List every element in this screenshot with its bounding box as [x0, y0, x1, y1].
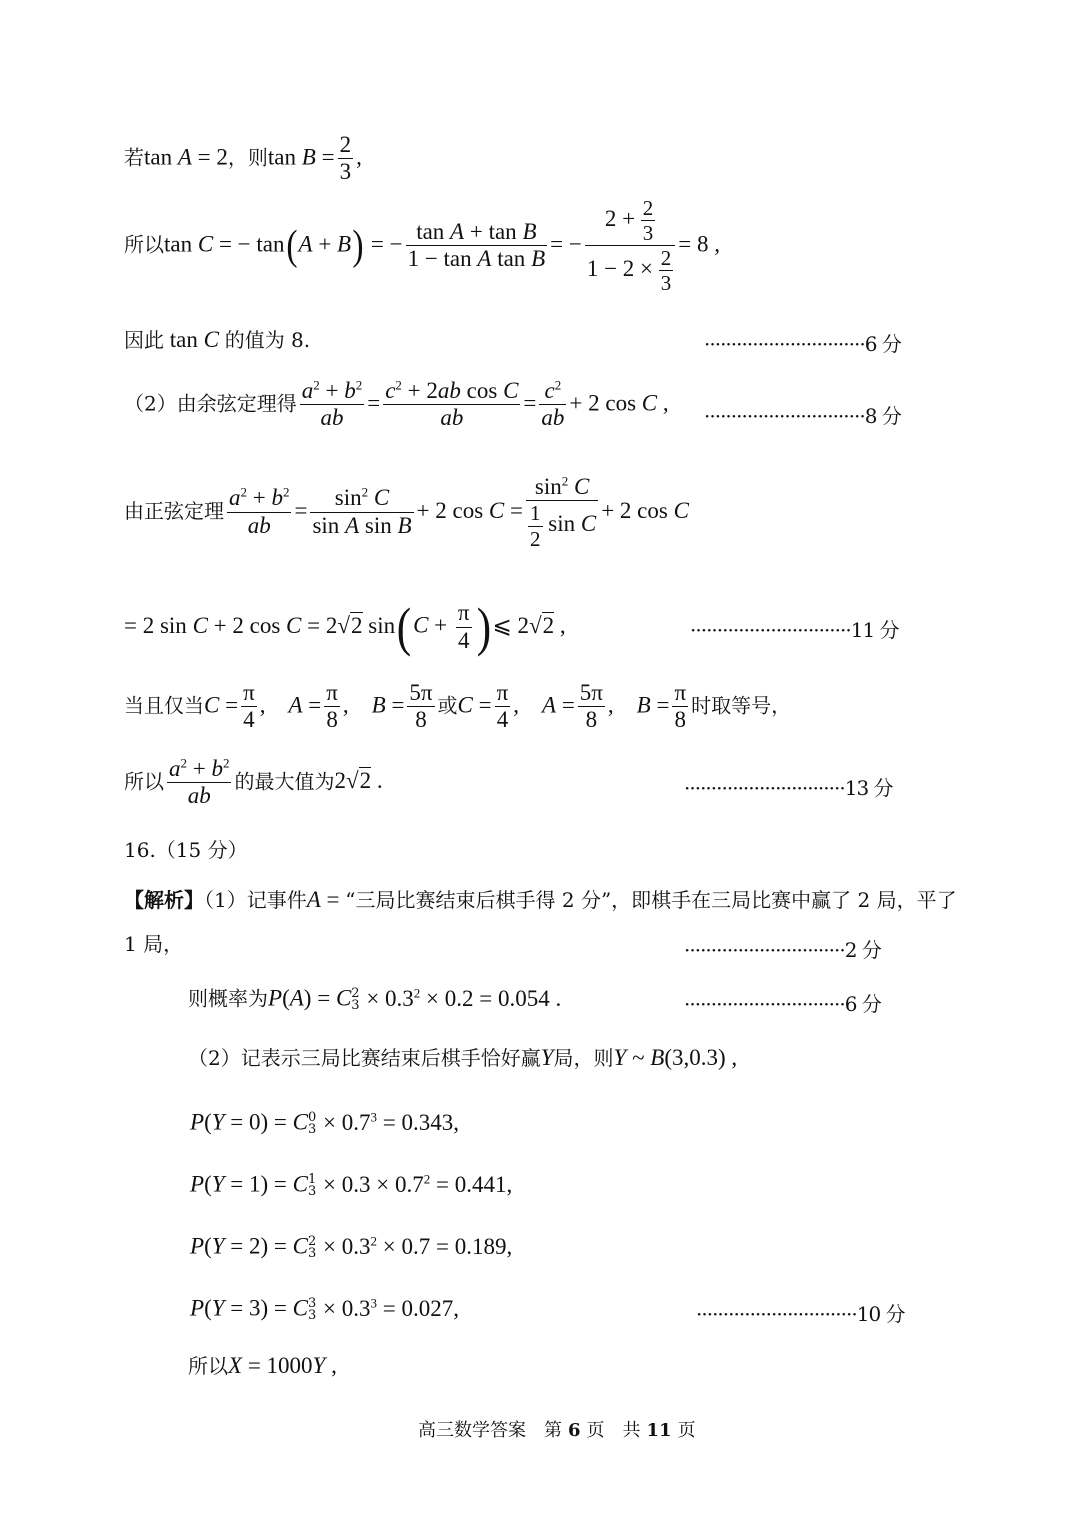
- page-footer: 高三数学答案 第 6 页 共 11 页: [418, 1420, 696, 1441]
- score-line: ······························10 分: [696, 1302, 905, 1326]
- fraction: $\frac{c^2}{ab}$: [541, 377, 565, 431]
- q16-part1-cont: 1 局，: [124, 932, 184, 956]
- text-or: 或: [437, 693, 458, 718]
- prob-y1: P(Y = 1) = C 1 3 × $0.3 \times 0.7^2 = 0.441$,: [190, 1171, 513, 1200]
- text-then: ，则: [227, 145, 268, 170]
- prob-y3: P(Y = 3) = C 3 3 × $0.3^3 = 0.027$,: [190, 1295, 459, 1324]
- prob-y2: P(Y = 2) = C 2 3 × $0.3^2 \times 0.7 = 0.189$,: [190, 1233, 513, 1262]
- text-so: 所以: [124, 769, 164, 794]
- score-line: ······························2 分: [684, 938, 881, 962]
- line-max: 所以 $\frac{a^2 + b^2}{ab}$ 的最大值为2√2 .: [124, 755, 383, 809]
- fraction: $\frac{\sin^2 C}{\text{sin A sin B}}$: [312, 484, 412, 538]
- fraction: $\frac{2}{3}$: [339, 132, 352, 185]
- line-cosine-rule: （2）由余弦定理得 $\frac{a^2 + b^2}{ab}$ = $\frac{c^2 + 2ab \cos C}{ab}$ = $\frac{c^2}{ab}$ + 2 cos C ,: [124, 377, 669, 431]
- fraction: $\frac{5\pi}{8}$: [409, 680, 433, 733]
- line-sine-rule: 由正弦定理 $\frac{a^2 + b^2}{ab}$ = $\frac{\sin^2 C}{\text{sin A sin B}}$ + 2 cos C = $\sin^2 C$ $\frac{1}{2}$ sin C + 2 cos C: [124, 473, 689, 551]
- text-so: 所以: [124, 232, 164, 257]
- fraction: $\frac{\text{tan A + tan B}}{\text{1 − tan A tan B}}$: [407, 218, 546, 272]
- fraction: 2 + $\frac{2}{3}$ 1 − 2 × $\frac{2}{3}$: [585, 196, 675, 296]
- math: tan C: [164, 327, 219, 352]
- line-tan-b: 若tan A = 2，则tan B = $\frac{2}{3}$ ,: [124, 132, 362, 185]
- q16-prob: 则概率为P(A) = C 2 3 × $0.3^2 \times 0.2 = 0.054$ .: [188, 985, 562, 1014]
- score-line: ······························13 分: [684, 776, 893, 800]
- score: 13 分: [844, 776, 893, 800]
- fraction: $\frac{\pi}{4}$: [243, 680, 255, 733]
- fraction: $\frac{\pi}{8}$: [326, 680, 338, 733]
- score: 8 分: [864, 404, 901, 428]
- fraction: $\frac{\pi}{4}$: [496, 680, 509, 733]
- text-part2: （2）由余弦定理得: [124, 391, 297, 416]
- text-therefore: 因此: [124, 328, 164, 352]
- line-tan-c: 所以tan C = − tan(A + B) = − $\frac{\text{tan A + tan B}}{\text{1 − tan A tan B}}$ = − 2 + $\frac{2}{3}$ 1 − 2 × $\frac{2}{3}$ = 8 ,: [124, 196, 721, 296]
- text-sine-rule: 由正弦定理: [124, 498, 224, 523]
- line-conclusion: [124, 328, 310, 351]
- score: 11 分: [850, 618, 899, 642]
- line-final: 所以X = 1000Y ,: [188, 1353, 337, 1378]
- score: 10 分: [856, 1302, 905, 1326]
- fraction: $\frac{5\pi}{8}$: [579, 680, 603, 733]
- score-line: ······························8 分: [704, 404, 901, 428]
- fraction: $\sin^2 C$ $\frac{1}{2}$ sin C: [526, 474, 598, 551]
- score: 6 分: [864, 332, 901, 356]
- text-max: 的最大值为: [234, 769, 335, 794]
- fraction: $\frac{a^2 + b^2}{ab}$: [229, 484, 290, 538]
- score: 2 分: [844, 938, 881, 962]
- text-equality: 当且仅当: [124, 693, 204, 718]
- fraction: $\frac{\pi}{4}$: [457, 600, 470, 653]
- q16-part2: （2）记表示三局比赛结束后棋手恰好赢Y局，则Y ~ B(3,0.3) ,: [188, 1045, 738, 1070]
- math: = 2 sin C + 2 cos C = 2√2 sin: [124, 612, 396, 638]
- label-analysis: 【解析】: [124, 888, 204, 912]
- fraction: $\frac{a^2 + b^2}{ab}$: [169, 755, 230, 809]
- math: tan B =: [267, 144, 335, 170]
- text-if: 若: [124, 145, 144, 170]
- text-value: 的值为 8.: [224, 328, 311, 352]
- page-total: 11: [646, 1420, 672, 1441]
- fraction: $\frac{\pi}{8}$: [674, 680, 687, 733]
- fraction: $\frac{c^2 + 2ab \cos C}{ab}$: [385, 377, 519, 431]
- page-number: 6: [568, 1420, 581, 1441]
- prob-y0: P(Y = 0) = C 0 3 × $0.7^3 = 0.343$,: [190, 1109, 459, 1138]
- math: tan C = − tan: [164, 231, 285, 257]
- score-line: ······························6 分: [704, 332, 901, 356]
- math: tan A = 2: [144, 144, 228, 170]
- text-event: “三局比赛结束后棋手得 2 分”，即棋手在三局比赛中赢了 2 局，平了: [345, 888, 957, 912]
- score-line: ······························6 分: [684, 992, 881, 1016]
- line-bound: = 2 sin C + 2 cos C = 2√2 sin(C + $\frac{\pi}{4}$ )⩽ 2√2 ,: [124, 597, 566, 657]
- score-line: ······························11 分: [690, 618, 899, 642]
- q16-title: 16.（15 分）: [124, 838, 248, 862]
- score: 6 分: [844, 992, 881, 1016]
- fraction: $\frac{a^2 + b^2}{ab}$: [301, 377, 363, 431]
- line-equality: 当且仅当C = $\frac{\pi}{4}$ , A = $\frac{\pi}{8}$ , B = $\frac{5\pi}{8}$ 或C = $\frac{\pi}{4}$ , A = $\frac{5\pi}{8}$ , B = $\frac{\pi}{8}$ 时取等号，: [124, 680, 792, 733]
- q16-part1: 【解析】（1）记事件A = “三局比赛结束后棋手得 2 分”，即棋手在三局比赛中赢了 2 局，平了: [124, 887, 957, 912]
- text-equality-tail: 时取等号，: [691, 693, 792, 718]
